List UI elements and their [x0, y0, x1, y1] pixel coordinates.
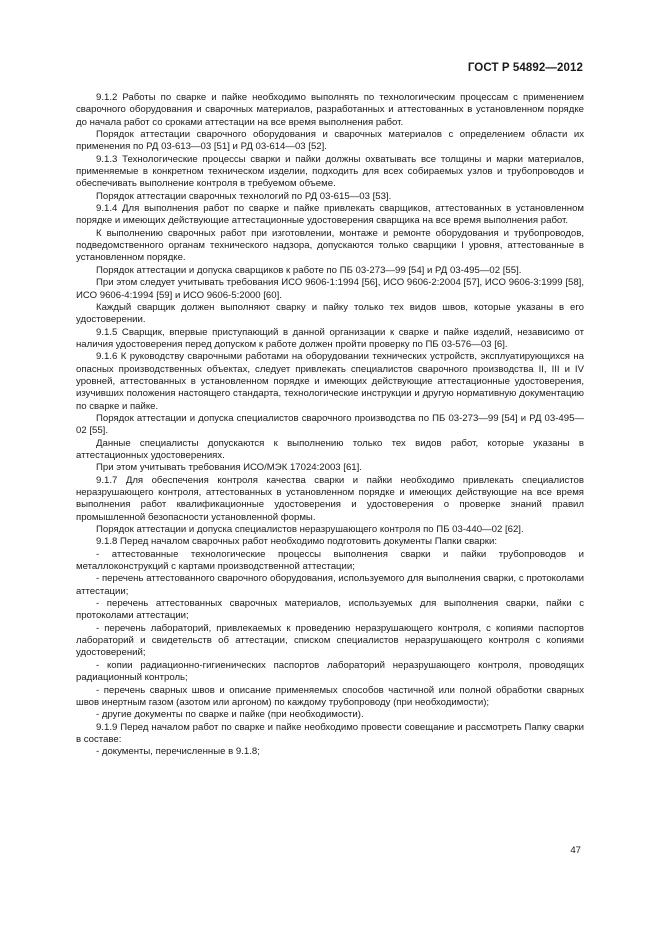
list-item: - перечень аттестованного сварочного оборудования, используемого для выполнения сварки, с протоколами аттестации;	[76, 573, 584, 597]
list-item: - документы, перечисленные в 9.1.8;	[96, 746, 260, 758]
paragraph: При этом учитывать требования ИСО/МЭК 17024:2003 [61].	[96, 462, 362, 474]
page-number: 47	[570, 845, 581, 856]
list-item: - перечень лабораторий, привлекаемых к проведению неразрушающего контроля, с копиями паспортов лабораторий и свидетельств об аттестации, списком специалистов неразрушающего контроля с копиями удостоверений;	[76, 622, 584, 659]
paragraph: При этом следует учитывать требования ИСО 9606-1:1994 [56], ИСО 9606-2:2004 [57], ИСО 9606-3:1999 [58], ИСО 9606-4:1994 [59] и ИСО 9606-5:2000 [60].	[76, 277, 584, 301]
paragraph-9-1-4: 9.1.4 Для выполнения работ по сварке и пайке привлекать сварщиков, аттестованных в установленном порядке и имеющих действующие аттестационные удостоверения сварщика на все время выполнения работ.	[76, 203, 584, 227]
paragraph: К выполнению сварочных работ при изготовлении, монтаже и ремонте оборудования и трубопроводов, подведомственного органам технического надзора, допускаются только сварщики I уровня, аттестованные в установленном порядке.	[76, 227, 584, 264]
paragraph: Порядок аттестации и допуска специалистов сварочного производства по ПБ 03-273—99 [54] и РД 03-495—02 [55].	[76, 412, 584, 437]
paragraph-9-1-2: 9.1.2 Работы по сварке и пайке необходимо выполнять по технологическим процессам с применением сварочного оборудования и сварочных материалов, разработанных и аттестованных в установленном порядке до начала работ со сроками аттестации на все время выполнения работ.	[76, 92, 584, 128]
list-item: - аттестованные технологические процессы выполнения сварки и пайки трубопроводов и металлоконструкций с картами производственной аттестации;	[76, 548, 584, 573]
list-item: - перечень аттестованных сварочных материалов, используемых для выполнения сварки, пайки с протоколами аттестации;	[76, 598, 584, 622]
paragraph: Порядок аттестации сварочного оборудования и сварочных материалов с определением области их применения по РД 03-613—03 [51] и РД 03-614—03 [52].	[76, 129, 584, 153]
paragraph: Данные специалисты допускаются к выполнению только тех видов работ, которые указаны в аттестационных удостоверениях.	[76, 437, 584, 461]
paragraph: Каждый сварщик должен выполняют сварку и пайку только тех видов швов, которые указаны в его удостоверении.	[76, 301, 584, 326]
list-item: - другие документы по сварке и пайке (при необходимости).	[96, 709, 364, 721]
paragraph-9-1-7: 9.1.7 Для обеспечения контроля качества сварки и пайки необходимо привлекать специалистов неразрушающего контроля, аттестованных в установленном порядке и имеющих действующие на все время выполнения работ квалификационные удостоверения и удостоверения о проверке знаний правил промышленной безопасности установленной формы.	[76, 474, 584, 523]
paragraph-9-1-9: 9.1.9 Перед началом работ по сварке и пайке необходимо провести совещание и рассмотреть Папку сварки в составе:	[76, 721, 584, 745]
paragraph: Порядок аттестации и допуска сварщиков к работе по ПБ 03-273—99 [54] и РД 03-495—02 [55].	[96, 264, 522, 276]
paragraph-9-1-3: 9.1.3 Технологические процессы сварки и пайки должны охватывать все толщины и марки материалов, применяемые в конкретном техническом изделии, подходить для всех собираемых узлов и трубопроводов и обеспечивать выполнение контроля в требуемом объеме.	[76, 153, 584, 190]
document-body	[76, 92, 584, 759]
paragraph-9-1-6: 9.1.6 К руководству сварочными работами на оборудовании технических устройств, эксплуатирующихся на опасных производственных объектах, следует привлекать специалистов сварочного производства II, III и IV уровней, аттестованных в установленном порядке и имеющих действующие аттестационные удостоверения, изучивших положения настоящего стандарта, технологические инструкции и другую нормативную документацию по сварке и пайке.	[76, 351, 584, 412]
paragraph-9-1-8: 9.1.8 Перед началом сварочных работ необходимо подготовить документы Папки сварки:	[96, 536, 498, 548]
list-item: - перечень сварных швов и описание применяемых способов частичной или полной обработки сварных швов инертным газом (азотом или аргоном) по каждому трубопроводу (при необходимости);	[76, 684, 584, 708]
document-header: ГОСТ Р 54892—2012	[467, 62, 583, 74]
paragraph: Порядок аттестации сварочных технологий по РД 03-615—03 [53].	[96, 190, 392, 202]
list-item: - копии радиационно-гигиенических паспортов лабораторий неразрушающего контроля, проводящих радиационный контроль;	[76, 659, 584, 684]
paragraph: Порядок аттестации и допуска специалистов неразрушающего контроля по ПБ 03-440—02 [62].	[96, 524, 524, 536]
paragraph-9-1-5: 9.1.5 Сварщик, впервые приступающий в данной организации к сварке и пайке изделий, независимо от наличия удостоверения перед допуском к работе должен пройти проверку по ПБ 03-576—03 [6].	[76, 326, 584, 350]
